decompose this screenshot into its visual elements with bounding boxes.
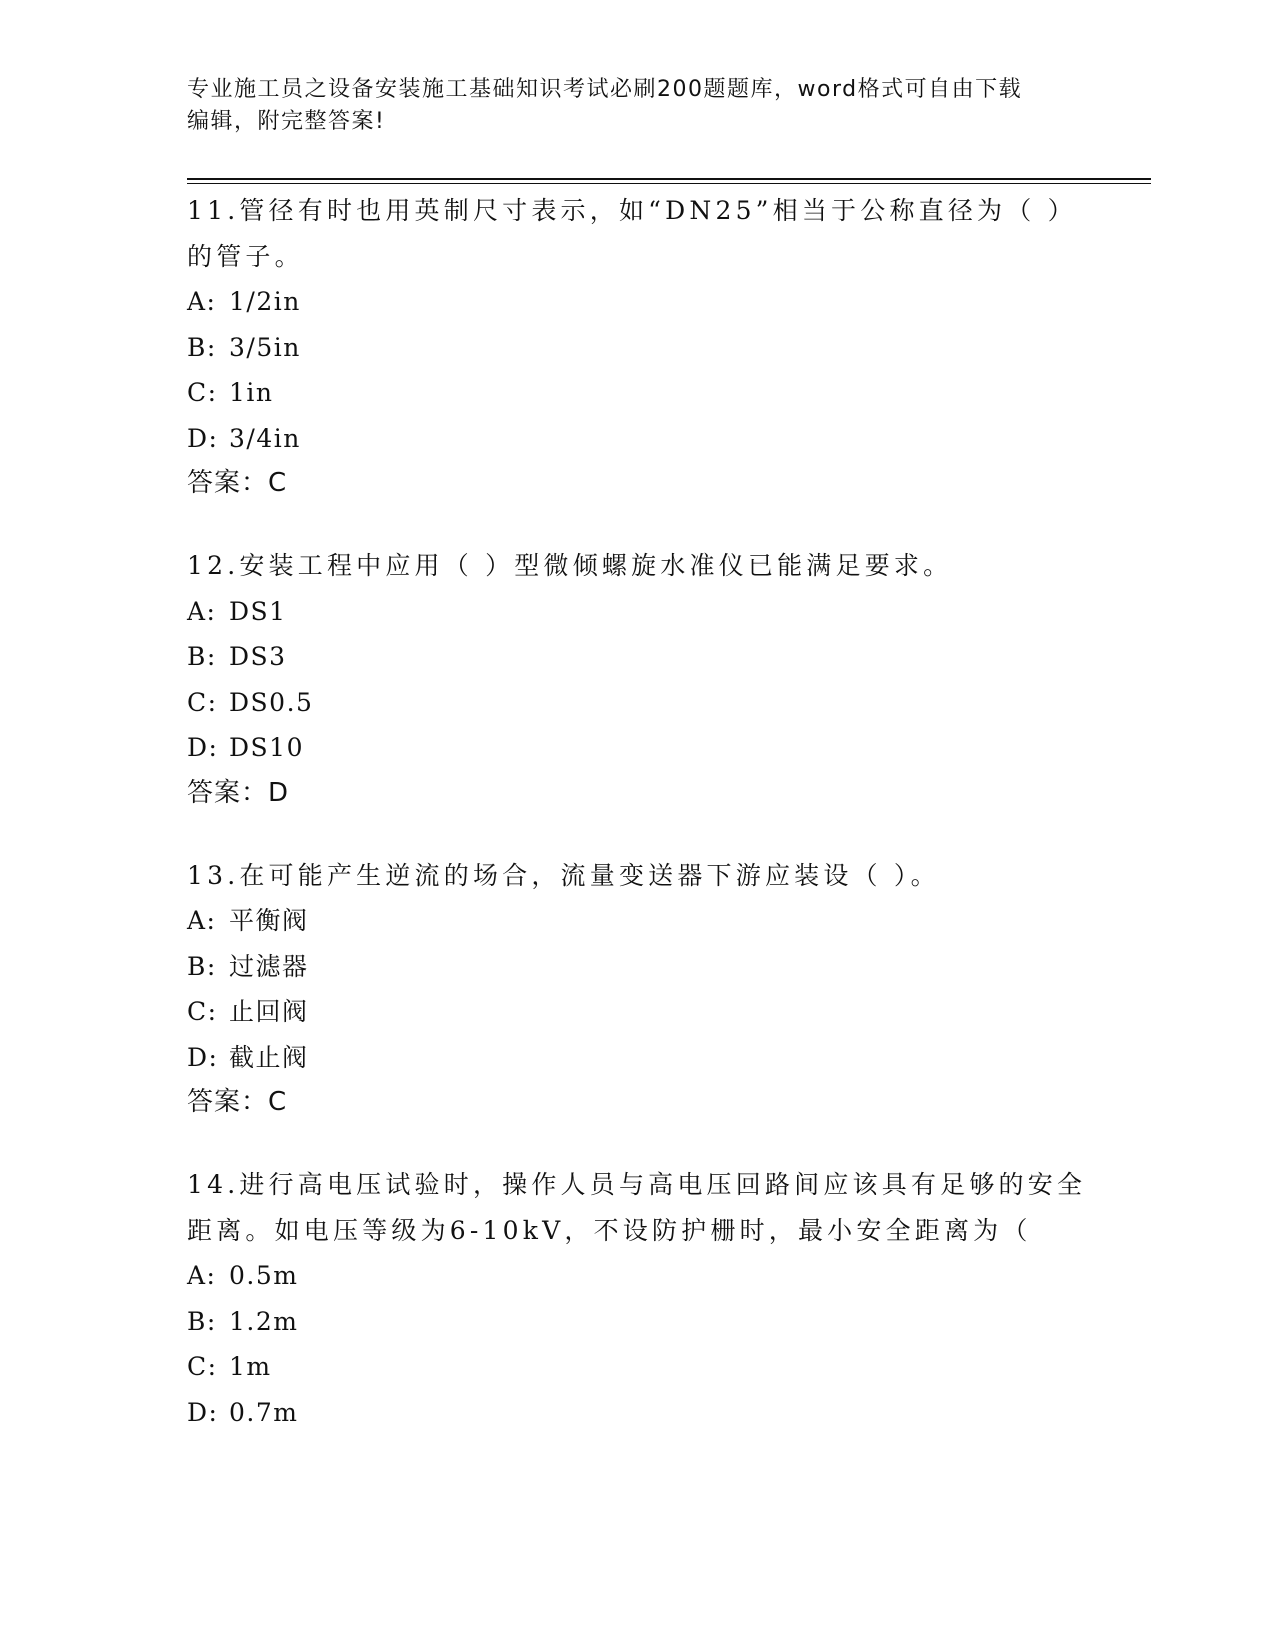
option-letter: D: (187, 423, 219, 453)
option-letter: A: (187, 596, 217, 626)
option-letter: B: (187, 642, 217, 671)
option-a (187, 589, 1087, 635)
option-text: 截止阀 (229, 1042, 309, 1072)
option-c (187, 680, 1087, 726)
option-c (187, 370, 1087, 416)
question-stem-continued: 的管子。 (187, 241, 304, 271)
option-b (187, 634, 1087, 680)
document-header (187, 74, 1067, 138)
question-14 (187, 1162, 1087, 1435)
question-list (187, 188, 1087, 1473)
option-a (187, 279, 1087, 325)
option-letter: B: (187, 332, 217, 362)
question-stem: 11.管径有时也用英制尺寸表示，如“DN25”相当于公称直径为（ ） (187, 196, 1077, 225)
question-stem: 12.安装工程中应用（ ）型微倾螺旋水准仪已能满足要求。 (187, 551, 953, 580)
option-text: 1m (229, 1352, 272, 1381)
option-text: DS0.5 (229, 687, 314, 717)
answer-line: 答案：D (187, 777, 290, 808)
option-c (187, 1344, 1087, 1390)
header-title-line-1: 专业施工员之设备安装施工基础知识考试必刷200题题库，word格式可自由下载 (187, 77, 1023, 102)
header-divider-thick (187, 178, 1151, 180)
option-d (187, 1035, 1087, 1081)
option-d (187, 1390, 1087, 1436)
option-letter: A: (187, 906, 217, 935)
option-text: 3/5in (229, 332, 301, 362)
option-c (187, 989, 1087, 1035)
option-text: 过滤器 (229, 951, 309, 981)
question-stem-continued: 距离。如电压等级为6-10kV，不设防护栅时，最小安全距离为（ (187, 1215, 1032, 1245)
option-text: 平衡阀 (229, 906, 309, 935)
option-a (187, 1253, 1087, 1299)
option-letter: A: (187, 287, 217, 316)
option-letter: B: (187, 1306, 217, 1336)
header-title-line-2: 编辑，附完整答案! (187, 109, 386, 134)
option-text: 止回阀 (229, 997, 309, 1026)
option-letter: C: (187, 997, 218, 1026)
answer-line: 答案：C (187, 1087, 288, 1117)
option-text: 1.2m (229, 1306, 299, 1336)
option-letter: C: (187, 378, 218, 407)
option-text: 0.5m (229, 1261, 299, 1290)
option-b (187, 325, 1087, 371)
question-13 (187, 853, 1087, 1125)
question-11 (187, 188, 1087, 505)
option-text: DS10 (229, 733, 304, 762)
answer-line: 答案：C (187, 468, 288, 498)
header-divider-thin (187, 183, 1151, 184)
option-b (187, 944, 1087, 990)
option-a (187, 898, 1087, 944)
option-letter: B: (187, 951, 217, 981)
option-text: DS1 (229, 596, 287, 626)
option-text: 0.7m (229, 1397, 299, 1427)
option-d (187, 416, 1087, 462)
question-12 (187, 543, 1087, 815)
option-text: DS3 (229, 642, 287, 671)
option-letter: D: (187, 1397, 219, 1427)
option-text: 3/4in (229, 423, 301, 453)
question-stem: 14.进行高电压试验时，操作人员与高电压回路间应该具有足够的安全 (187, 1170, 1087, 1199)
option-letter: D: (187, 1042, 219, 1072)
option-letter: A: (187, 1261, 217, 1290)
option-text: 1/2in (229, 287, 301, 316)
question-stem: 13.在可能产生逆流的场合，流量变送器下游应装设（ ）。 (187, 860, 940, 890)
option-d (187, 725, 1087, 771)
option-text: 1in (229, 378, 274, 407)
option-letter: C: (187, 1352, 218, 1381)
option-b (187, 1299, 1087, 1345)
option-letter: C: (187, 687, 218, 717)
option-letter: D: (187, 733, 219, 762)
